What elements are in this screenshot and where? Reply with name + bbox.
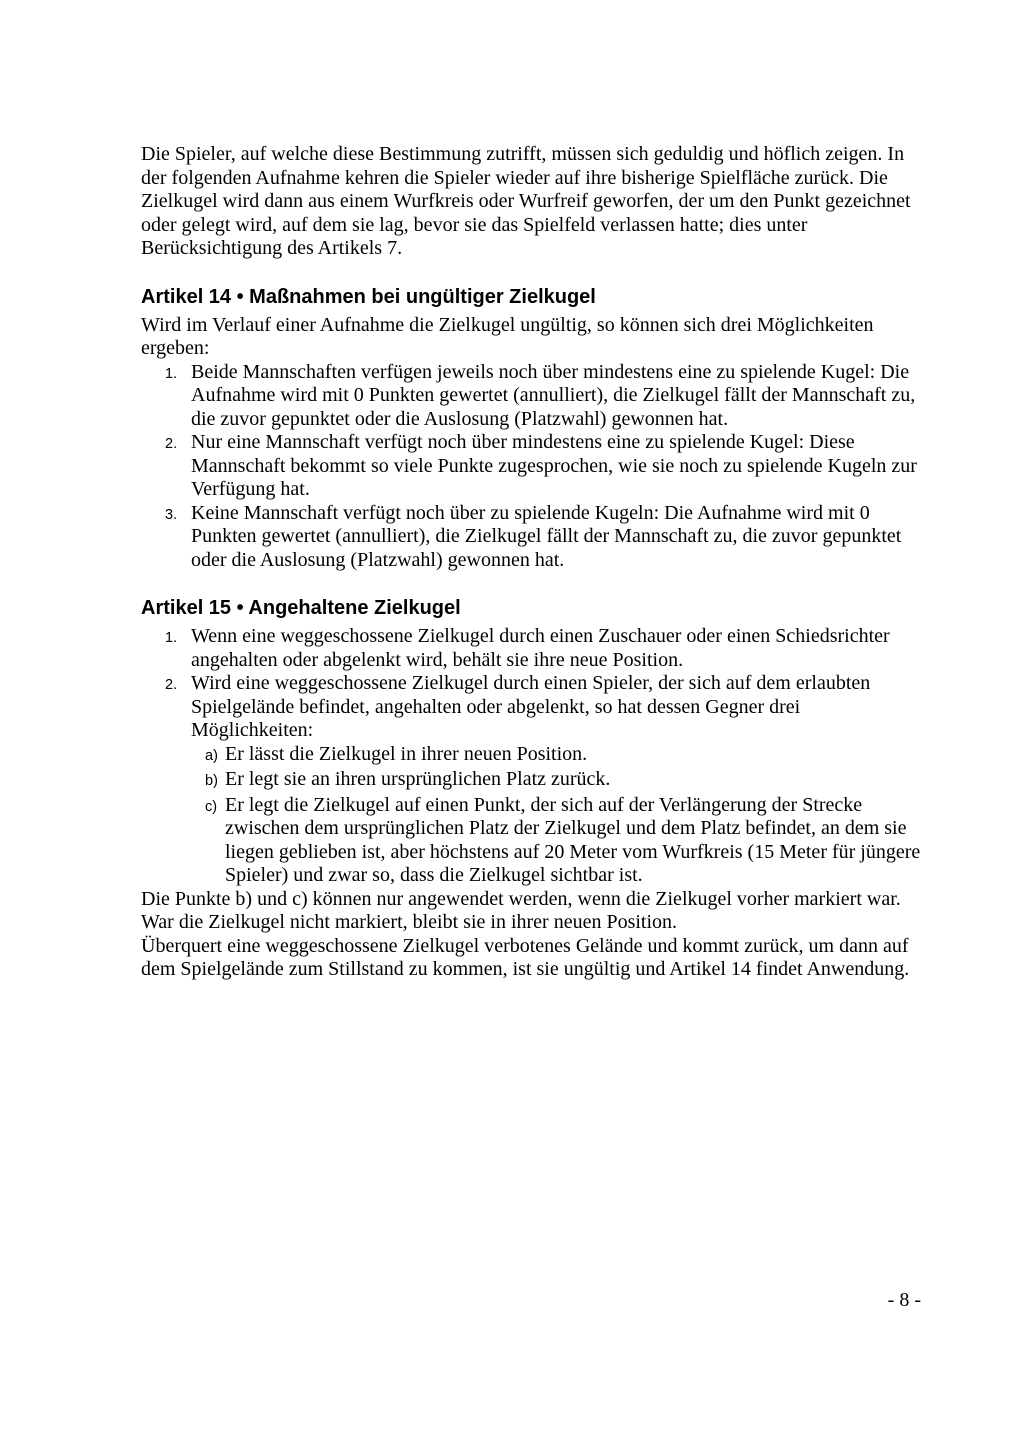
list-item	[141, 361, 922, 432]
article-15-sublist	[141, 743, 922, 888]
list-item-number: 2.	[165, 436, 178, 452]
list-item-text: Wenn eine weggeschossene Zielkugel durch einen Zuschauer oder einen Schiedsrichter angehalten oder abgelenkt wird, behält sie ihre neue Position.	[191, 625, 890, 671]
sub-list-item-label: b)	[205, 773, 218, 789]
list-item	[141, 502, 922, 573]
article-14-intro: Wird im Verlauf einer Aufnahme die Zielkugel ungültig, so können sich drei Möglichkeiten ergeben:	[141, 313, 874, 359]
sub-list-item	[141, 794, 922, 888]
article-15-heading: Artikel 15 • Angehaltene Zielkugel	[141, 597, 461, 619]
article-14-heading: Artikel 14 • Maßnahmen bei ungültiger Zielkugel	[141, 285, 596, 308]
closing-paragraph: War die Zielkugel nicht markiert, bleibt sie in ihrer neuen Position.	[141, 911, 678, 933]
article-15-list	[141, 625, 922, 743]
sub-list-item	[141, 768, 922, 794]
list-item	[141, 431, 922, 502]
intro-paragraph: Die Spieler, auf welche diese Bestimmung zutrifft, müssen sich geduldig und höflich zeigen. In der folgenden Aufnahme kehren die Spieler wieder auf ihre bisherige Spielfläche zurück. Die Zielkugel wird dann aus einem Wurfkreis oder Wurfreif geworfen, der um den Punkt gezeichnet oder gelegt wird, auf dem sie lag, bevor sie das Spielfeld verlassen hatte; dies unter Berücksichtigung des Artikels 7.	[141, 143, 911, 259]
list-item-text: Wird eine weggeschossene Zielkugel durch einen Spieler, der sich auf dem erlaubten Spielgelände befindet, angehalten oder abgelenkt, so hat dessen Gegner drei Möglichkeiten:	[191, 672, 871, 741]
list-item	[141, 625, 922, 672]
sub-list-item-text: Er lässt die Zielkugel in ihrer neuen Position.	[225, 742, 588, 765]
sub-list-item	[141, 743, 922, 769]
list-item	[141, 672, 922, 743]
sub-list-item-label: c)	[205, 798, 218, 815]
list-item-text: Nur eine Mannschaft verfügt noch über mindestens eine zu spielende Kugel: Diese Mannschaft bekommt so viele Punkte zugesprochen, wie sie noch zu spielende Kugeln zur Verfügung hat.	[191, 431, 917, 500]
page-number: - 8 -	[887, 1289, 921, 1311]
list-item-number: 2.	[165, 677, 178, 693]
article-14-list	[141, 361, 922, 573]
sub-list-item-label: a)	[205, 747, 218, 764]
list-item-number: 1.	[165, 365, 178, 382]
closing-paragraph: Die Punkte b) und c) können nur angewendet werden, wenn die Zielkugel vorher markiert war.	[141, 887, 901, 910]
closing-paragraph: Überquert eine weggeschossene Zielkugel verbotenes Gelände und kommt zurück, um dann auf dem Spielgelände zum Stillstand zu kommen, ist sie ungültig und Artikel 14 findet Anwendung.	[141, 934, 910, 980]
list-item-number: 1.	[165, 630, 178, 646]
sub-list-item-text: Er legt sie an ihren ursprünglichen Platz zurück.	[225, 768, 611, 790]
list-item-text: Beide Mannschaften verfügen jeweils noch über mindestens eine zu spielende Kugel: Die Aufnahme wird mit 0 Punkten gewertet (annulliert), die Zielkugel fällt der Mannschaft zu, die zuvor gepunktet oder die Auslosung (Platzwahl) gewonnen hat.	[191, 360, 916, 430]
sub-list-item-text: Er legt die Zielkugel auf einen Punkt, der sich auf der Verlängerung der Strecke zwischen dem ursprünglichen Platz der Zielkugel und dem Platz befindet, an dem sie liegen geblieben ist, aber höchstens auf 20 Meter vom Wurfkreis (15 Meter für jüngere Spieler) und zwar so, dass die Zielkugel sichtbar ist.	[225, 793, 921, 886]
document-content	[141, 143, 922, 982]
list-item-number: 3.	[165, 506, 178, 523]
list-item-text: Keine Mannschaft verfügt noch über zu spielende Kugeln: Die Aufnahme wird mit 0 Punkten gewertet (annulliert), die Zielkugel fällt der Mannschaft zu, die zuvor gepunktet oder die Auslosung (Platzwahl) gewonnen hat.	[191, 501, 902, 571]
